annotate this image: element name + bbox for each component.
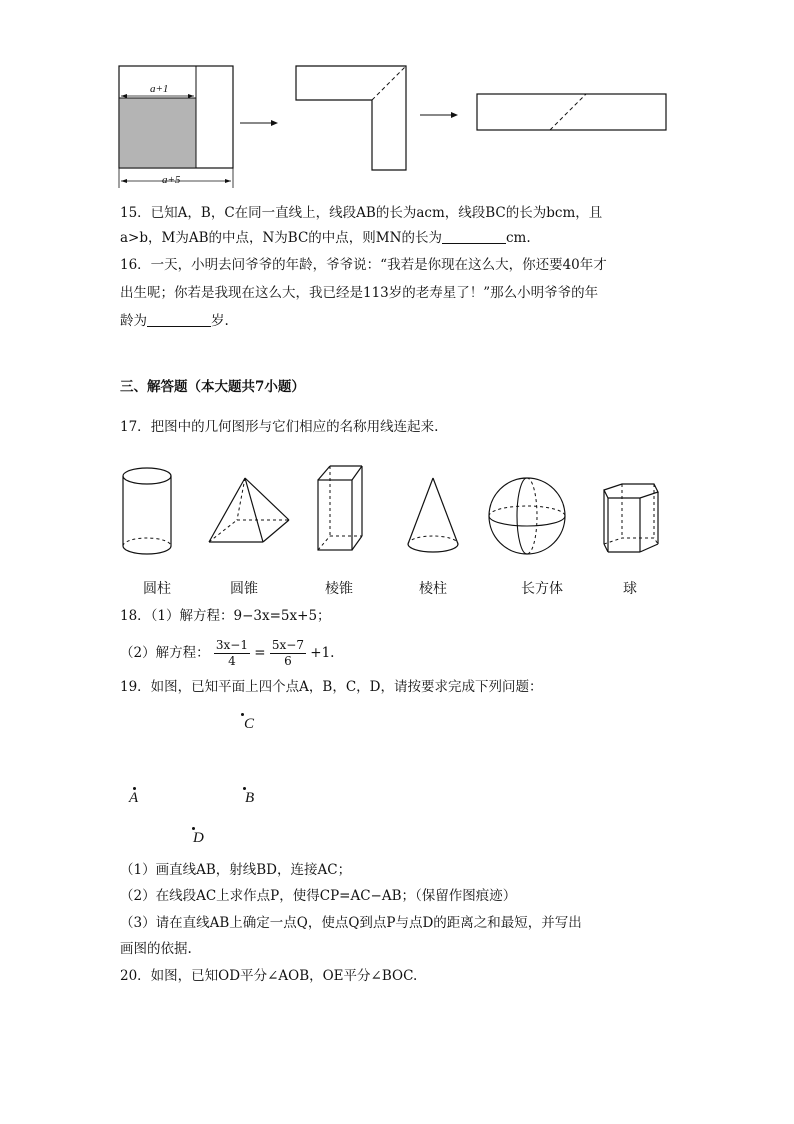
label-sphere: 球	[623, 581, 637, 597]
fraction-left	[214, 638, 250, 669]
question-18-part2-post: +1.	[310, 645, 335, 661]
pyramid-figure	[203, 474, 295, 554]
answer-blank-15[interactable]	[442, 229, 506, 244]
fold-figure	[110, 60, 680, 196]
label-cone: 圆锥	[230, 581, 258, 597]
label-pyramid: 棱锥	[325, 581, 353, 597]
question-19-sub1: （1）画直线AB，射线BD，连接AC；	[120, 862, 352, 878]
question-19-sub3-line2: 画图的依据.	[120, 941, 192, 957]
question-18-part2	[120, 636, 334, 670]
question-15-line1: 15．已知A，B，C在同一直线上，线段AB的长为acm，线段BC的长为bcm，且	[120, 205, 603, 221]
question-15-line2-pre: a>b，M为AB的中点，N为BC的中点，则MN的长为	[120, 230, 442, 246]
cone-figure	[404, 474, 464, 558]
question-15-line2-post: cm.	[505, 230, 531, 246]
point-b-label: B	[245, 790, 255, 806]
question-18-part2-pre: （2）解方程：	[120, 645, 210, 661]
point-a-label: A	[129, 790, 139, 806]
question-16-line3-post: 岁.	[211, 313, 229, 329]
question-19-sub3-line1: （3）请在直线AB上确定一点Q，使点Q到点P与点D的距离之和最短，并写出	[120, 915, 582, 931]
label-prism: 棱柱	[419, 581, 447, 597]
question-16-line3-pre: 龄为	[120, 313, 147, 329]
fraction-right-numerator: 5x−7	[271, 638, 304, 652]
cuboid-figure	[314, 462, 366, 554]
question-16-line1: 16．一天，小明去问爷爷的年龄，爷爷说：“我若是你现在这么大，你还要40年才	[120, 257, 607, 273]
label-cuboid: 长方体	[521, 581, 563, 597]
hexagonal-prism-figure	[598, 480, 662, 554]
fraction-right-denominator: 6	[284, 654, 292, 668]
equals-sign: =	[254, 645, 266, 661]
question-15-line2	[120, 228, 531, 248]
point-d-label: D	[193, 830, 204, 846]
question-20-text: 20．如图，已知OD平分∠AOB，OE平分∠BOC.	[120, 968, 418, 984]
fraction-left-numerator: 3x−1	[215, 638, 248, 652]
question-18-part1: 18．（1）解方程：9−3x=5x+5；	[120, 608, 331, 624]
section-heading: 三、解答题（本大题共7小题）	[120, 379, 305, 395]
question-19-sub2: （2）在线段AC上求作点P，使得CP=AC−AB；（保留作图痕迹）	[120, 888, 517, 904]
question-17-text: 17．把图中的几何图形与它们相应的名称用线连起来.	[120, 419, 439, 435]
question-16-line3	[120, 311, 229, 331]
fraction-left-denominator: 4	[228, 654, 236, 668]
dim-label-top: a+1	[150, 83, 169, 95]
question-16-line2: 出生呢；你若是我现在这么大，我已经是113岁的老寿星了！”那么小明爷爷的年	[120, 285, 599, 301]
label-cylinder: 圆柱	[143, 581, 171, 597]
sphere-figure	[485, 474, 569, 558]
answer-blank-16[interactable]	[147, 312, 211, 327]
cylinder-figure	[118, 462, 178, 562]
fraction-right	[270, 638, 306, 669]
point-c-label: C	[244, 716, 255, 732]
dim-label-bottom: a+5	[162, 174, 181, 186]
question-19-text: 19．如图，已知平面上四个点A，B，C，D，请按要求完成下列问题：	[120, 679, 543, 695]
